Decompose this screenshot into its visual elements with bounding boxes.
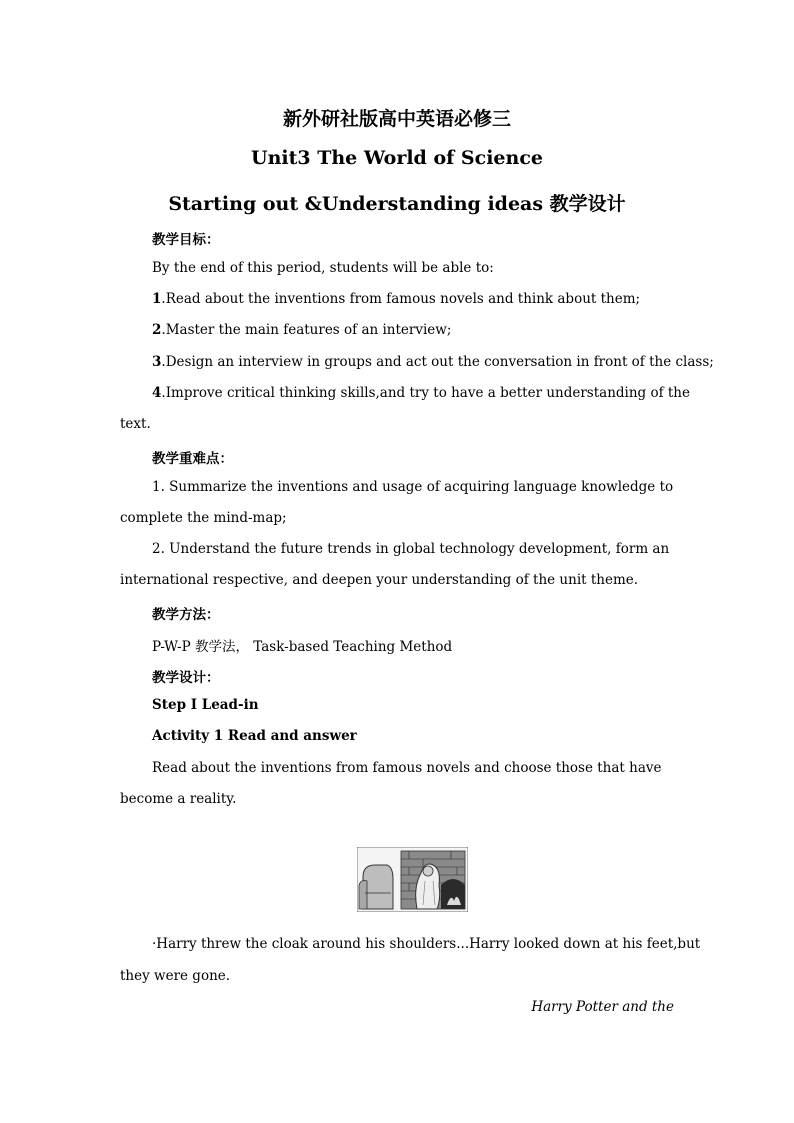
objective-text: .Improve critical thinking skills,and try to have a better understanding of the	[161, 385, 690, 401]
quote-line-2: they were gone.	[120, 968, 231, 984]
methods-text: P-W-P 教学法， Task-based Teaching Method	[152, 639, 453, 655]
key-point-2-line-2: international respective, and deepen your understanding of the unit theme.	[120, 572, 639, 588]
objective-text: .Read about the inventions from famous novels and think about them;	[161, 291, 641, 307]
objective-item-4	[152, 385, 690, 401]
activity-instruction-line-1: Read about the inventions from famous novels and choose those that have	[152, 760, 662, 776]
objective-number: 1	[152, 291, 162, 307]
objectives-heading: 教学目标：	[152, 232, 220, 248]
activity-instruction-line-2: become a reality.	[120, 791, 237, 807]
document-title-chinese: 新外研社版高中英语必修三	[282, 108, 511, 130]
objective-number: 2	[152, 322, 162, 338]
objective-text: .Design an interview in groups and act out the conversation in front of the class;	[161, 354, 714, 370]
key-point-2-line-1: 2. Understand the future trends in global technology development, form an	[152, 541, 670, 557]
key-point-1-line-2: complete the mind-map;	[120, 510, 287, 526]
objective-item-1	[152, 291, 674, 307]
quote-source: Harry Potter and the	[531, 999, 674, 1015]
quote-line-1: ·Harry threw the cloak around his shoulders...Harry looked down at his feet,but	[152, 936, 701, 952]
objective-number: 3	[152, 354, 162, 370]
unit-title: Unit3 The World of Science	[251, 147, 543, 169]
objective-item-4-continuation: text.	[120, 416, 151, 432]
step-heading: Step Ⅰ Lead-in	[152, 697, 259, 713]
key-points-heading: 教学重难点：	[152, 451, 233, 467]
objectives-intro: By the end of this period, students will be able to:	[152, 260, 494, 276]
methods-heading: 教学方法：	[152, 607, 220, 623]
key-point-1-line-1: 1. Summarize the inventions and usage of acquiring language knowledge to	[152, 479, 674, 495]
activity-heading: Activity 1 Read and answer	[152, 728, 357, 744]
objective-item-3	[152, 354, 714, 370]
objective-number: 4	[152, 385, 162, 401]
lesson-title: Starting out &Understanding ideas 教学设计	[168, 193, 626, 215]
invisibility-cloak-illustration	[357, 847, 468, 912]
objective-text: .Master the main features of an interview;	[161, 322, 452, 338]
objective-item-2	[152, 322, 674, 338]
design-heading: 教学设计：	[152, 670, 220, 686]
